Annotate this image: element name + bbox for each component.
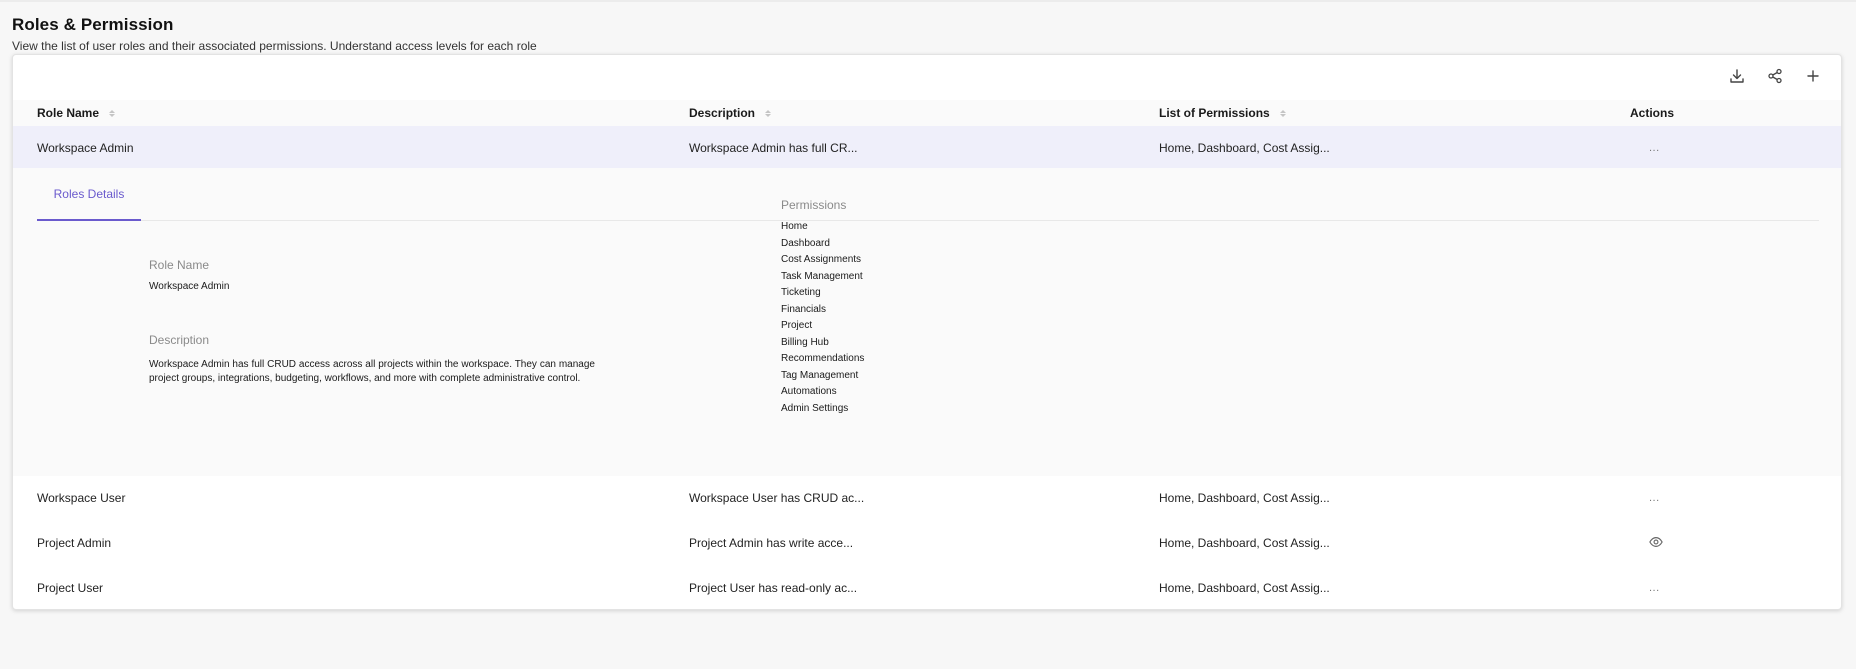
more-actions-button[interactable]: ...	[1649, 142, 1660, 154]
column-header-actions	[1630, 106, 1674, 120]
sort-icon[interactable]	[765, 110, 771, 117]
permission-item: Task Management	[781, 270, 863, 282]
role-name-cell: Workspace Admin	[37, 141, 134, 155]
permission-item: Financials	[781, 303, 827, 315]
column-header-label: Description	[689, 106, 756, 120]
page-subtitle: View the list of user roles and their associated permissions. Understand access levels for each role	[12, 39, 537, 53]
permissions-cell: Home, Dashboard, Cost Assig...	[1159, 491, 1330, 505]
role-name-cell: Project Admin	[37, 536, 112, 550]
roles-table-card	[12, 54, 1842, 610]
permission-item: Automations	[781, 386, 837, 397]
permission-item: Billing Hub	[781, 336, 829, 348]
permission-item: Home	[781, 221, 808, 232]
table-row[interactable]	[13, 566, 1841, 610]
column-header-label: Role Name	[37, 106, 100, 120]
role-name-cell: Workspace User	[37, 491, 126, 505]
sort-icon[interactable]	[1280, 110, 1286, 117]
eye-icon	[1649, 535, 1663, 549]
description-label: Description	[149, 333, 210, 347]
details-tabs	[37, 168, 1819, 221]
permission-item: Project	[781, 320, 813, 331]
permission-item: Cost Assignments	[781, 254, 862, 265]
permissions-cell: Home, Dashboard, Cost Assig...	[1159, 581, 1330, 595]
table-header	[13, 100, 1841, 126]
more-actions-button[interactable]: ...	[1649, 492, 1660, 504]
description-value: Workspace Admin has full CRUD access across all projects within the workspace. They can manage project groups, integrations, budgeting, workflows, and more with complete administrative control.	[149, 359, 595, 384]
share-icon	[1767, 68, 1783, 84]
column-header-permissions[interactable]	[1159, 106, 1286, 120]
add-role-button[interactable]	[1803, 66, 1823, 86]
permissions-label: Permissions	[781, 198, 847, 212]
table-row[interactable]	[13, 476, 1841, 520]
role-name-value: Workspace Admin	[149, 281, 230, 292]
column-header-label: Actions	[1630, 106, 1675, 120]
permissions-cell: Home, Dashboard, Cost Assig...	[1159, 141, 1330, 155]
description-cell: Project User has read-only ac...	[689, 581, 858, 595]
description-cell: Workspace User has CRUD ac...	[689, 491, 865, 505]
permission-item: Dashboard	[781, 237, 830, 249]
permission-item: Ticketing	[781, 287, 821, 298]
role-details-panel	[13, 168, 1841, 476]
permissions-list	[781, 219, 864, 417]
description-cell: Project Admin has write acce...	[689, 536, 854, 550]
role-name-label: Role Name	[149, 258, 210, 272]
view-button[interactable]	[1649, 535, 1663, 552]
page-title: Roles & Permission	[12, 15, 174, 34]
more-actions-button[interactable]: ...	[1649, 582, 1660, 594]
table-toolbar	[1727, 66, 1823, 86]
table-row[interactable]	[13, 521, 1841, 565]
description-cell: Workspace Admin has full CR...	[689, 141, 858, 155]
download-button[interactable]	[1727, 66, 1747, 86]
column-header-description[interactable]	[689, 106, 771, 120]
top-divider	[0, 0, 1856, 2]
permissions-cell: Home, Dashboard, Cost Assig...	[1159, 536, 1330, 550]
column-header-role-name[interactable]	[37, 106, 115, 120]
plus-icon	[1805, 68, 1821, 84]
column-header-label: List of Permissions	[1159, 106, 1270, 120]
download-icon	[1729, 68, 1745, 84]
page-header	[12, 15, 537, 53]
table-row[interactable]	[13, 126, 1841, 170]
permission-item: Tag Management	[781, 369, 859, 381]
share-button[interactable]	[1765, 66, 1785, 86]
role-name-cell: Project User	[37, 581, 104, 595]
sort-icon[interactable]	[109, 110, 115, 117]
permission-item: Recommendations	[781, 353, 865, 364]
permission-item: Admin Settings	[781, 402, 849, 414]
tab-roles-details[interactable]: Roles Details	[37, 168, 141, 221]
